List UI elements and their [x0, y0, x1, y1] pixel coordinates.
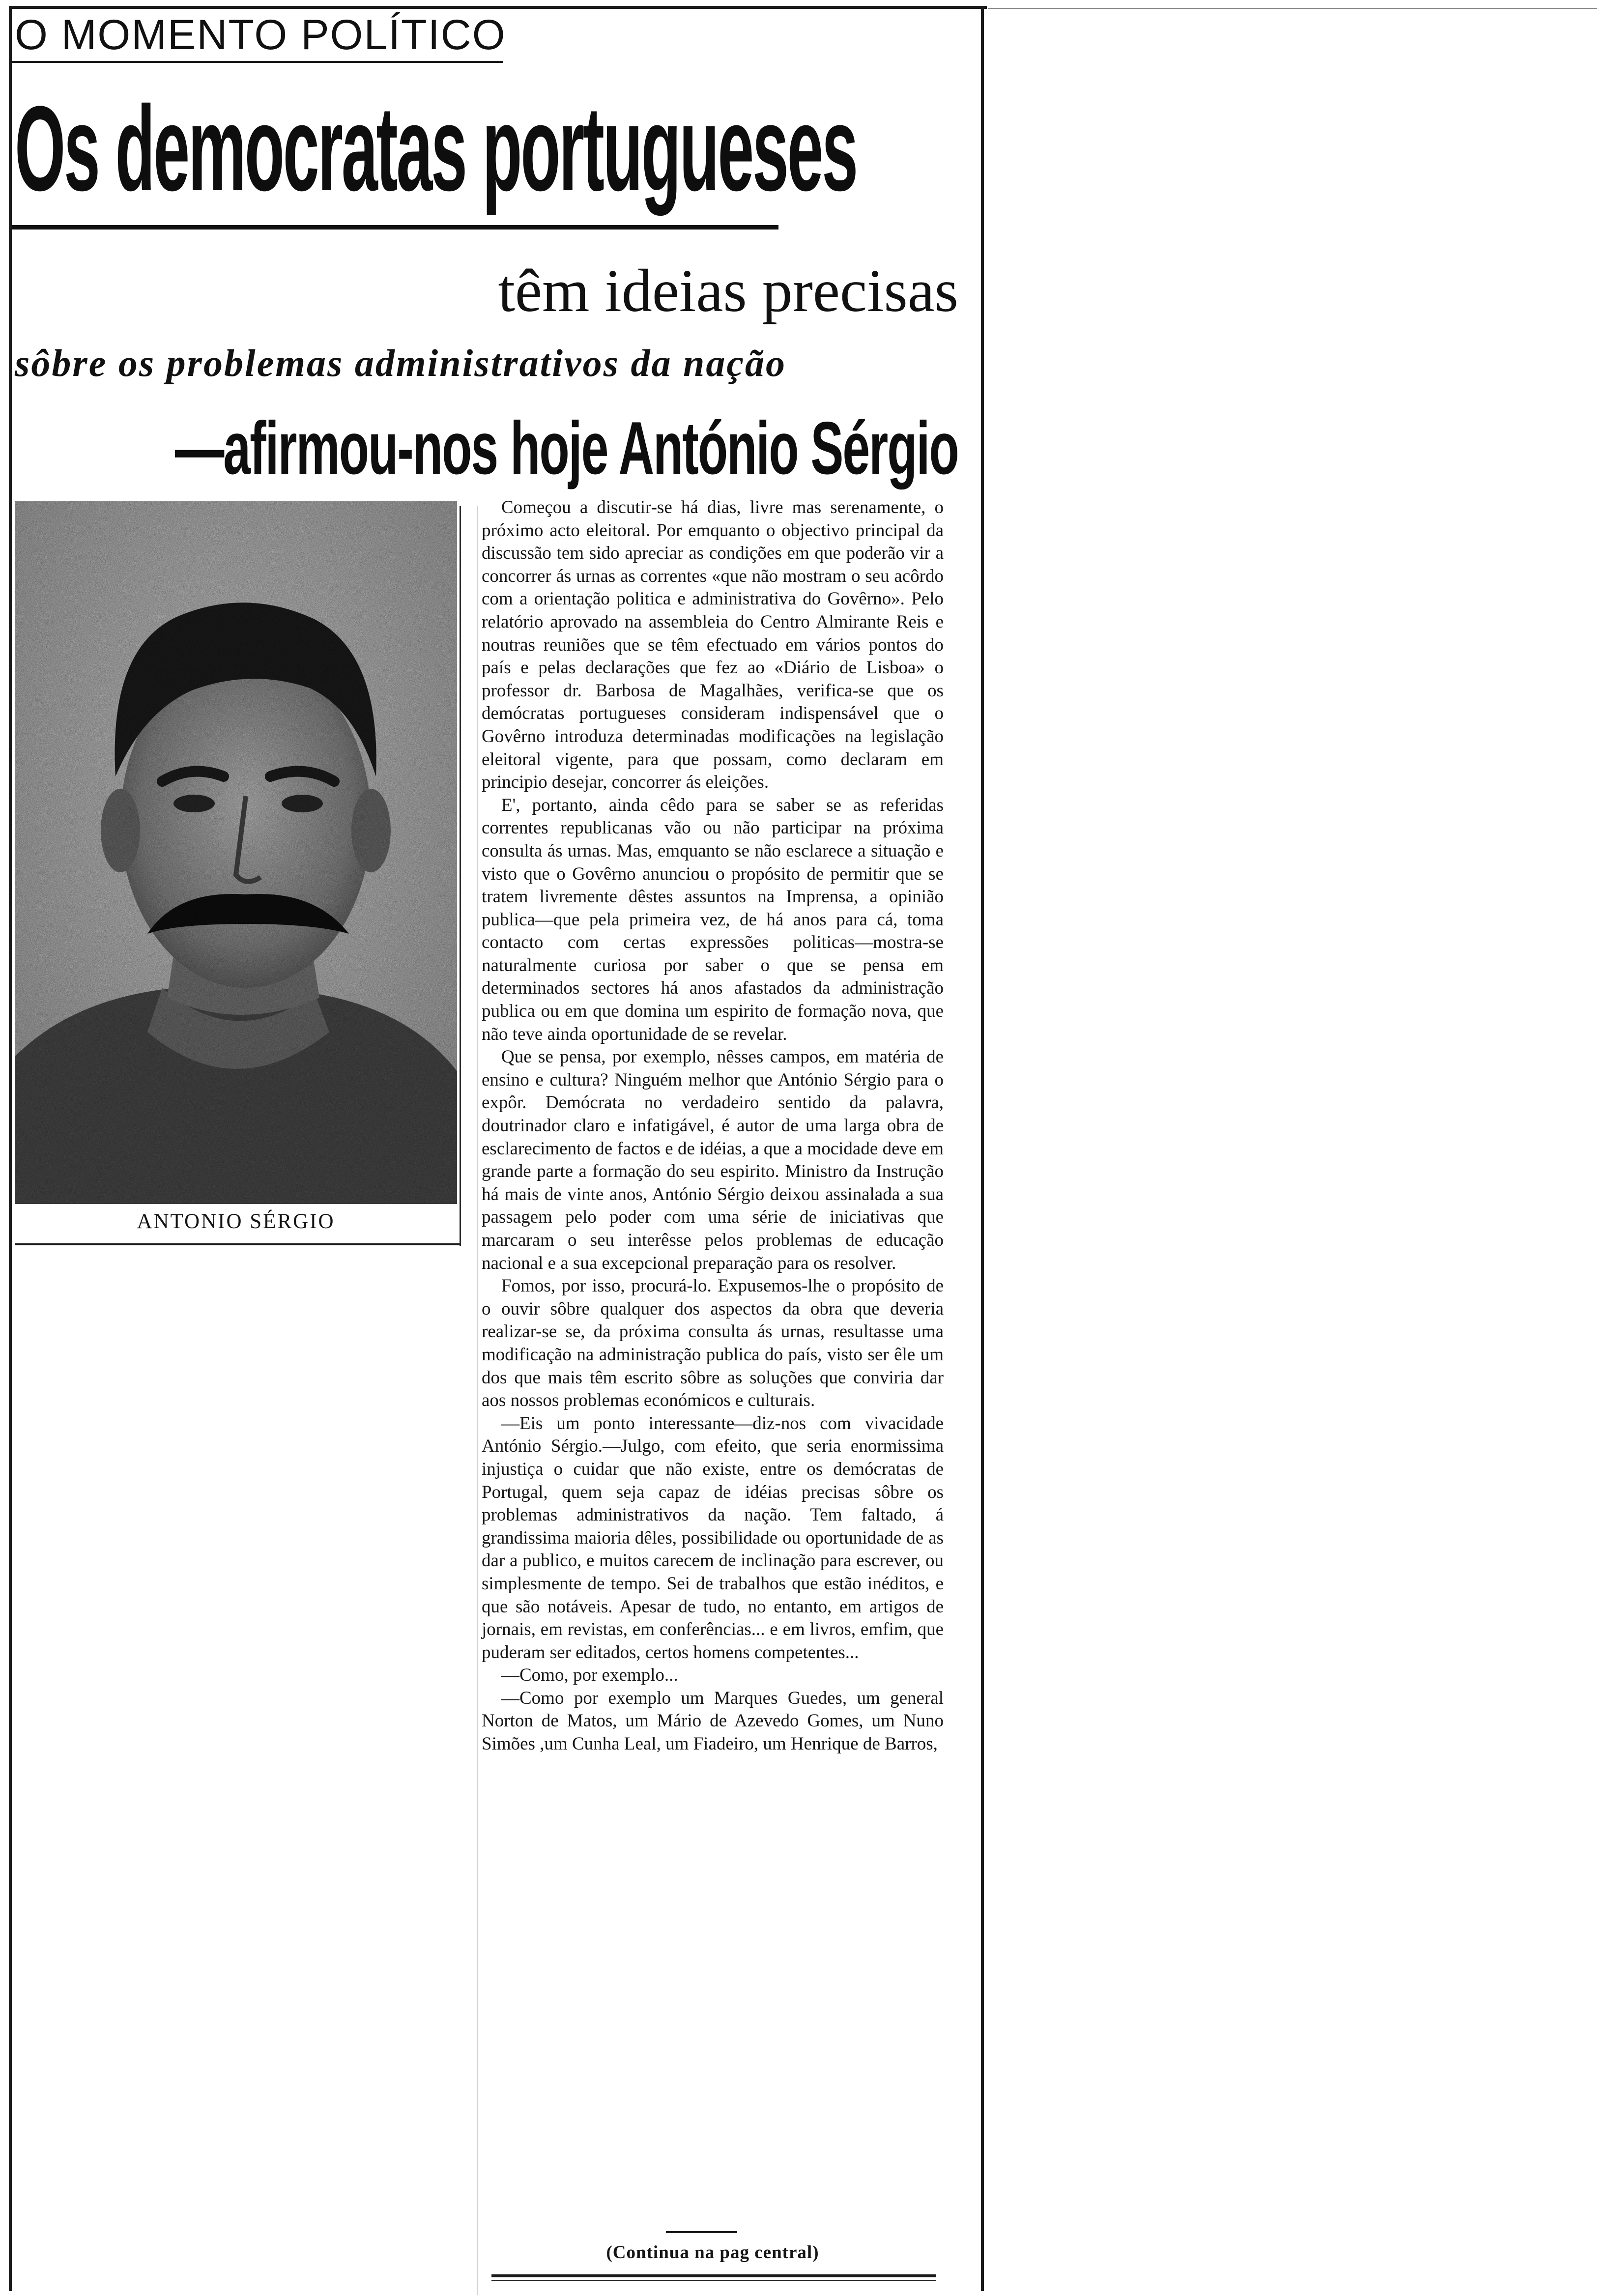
- headline-rule: [12, 225, 778, 230]
- continuation-rule: [666, 2231, 737, 2233]
- deck-line-2: sôbre os problemas administrativos da nação: [15, 342, 786, 384]
- page-border-left: [9, 6, 12, 2291]
- article-paragraph: —Como por exemplo um Marques Guedes, um general Norton de Matos, um Mário de Azevedo Gomes, um Nuno Simões ,um Cunha Leal, um Fiadeiro, um Henrique de Barros,: [482, 1688, 944, 1754]
- page-border-top: [9, 6, 987, 9]
- headline: Os democratas portugueses: [15, 81, 857, 216]
- article-paragraph: Começou a discutir-se há dias, livre mas serenamente, o próximo acto eleitoral. Por emquanto o objectivo principal da discussão tem sido apreciar as condições em que poderão vir a concorrer ás urnas as correntes «que não mostram o seu acôrdo com a orientação politica e administrativa do Govêrno». Pelo relatório aprovado na assembleia do Centro Almirante Reis e noutras reuniões que se têm efectuado em vários pontos do país e pelas declarações que fez ao «Diário de Lisboa» o professor dr. Barbosa de Magalhães, verifica-se que os demócratas portugueses consideram indispensável que o Govêrno introduza determinadas modificações na legislação eleitoral vigente, para que possam, como declaram em principio desejar, concorrer ás eleições.: [482, 497, 944, 793]
- portrait-column-rule: [460, 506, 461, 1246]
- article-body: [482, 496, 944, 1756]
- continuation-note: (Continua na pag central): [606, 2242, 819, 2263]
- bottom-rule-thin: [491, 2280, 936, 2281]
- article-paragraph: Que se pensa, por exemplo, nêsses campos, em matéria de ensino e cultura? Ninguém melhor que António Sérgio para o expôr. Demócrata no verdadeiro sentido da palavra, doutrinador claro e infatigável, é autor de uma larga obra de esclarecimento de factos e de idéias, a que a mocidade deve em grande parte a formação do seu espirito. Ministro da Instrução há mais de vinte anos, António Sérgio deixou assinalada a sua passagem pelo poder com uma série de iniciativas que marcaram o seu interêsse pelos problemas de educação nacional e a sua excepcional preparação para os resolver.: [482, 1047, 944, 1273]
- article-column-rule: [477, 506, 478, 2295]
- article-paragraph: E', portanto, ainda cêdo para se saber se as referidas correntes republicanas vão ou não participar na próxima consulta ás urnas. Mas, emquanto se não esclarece a situação e visto que o Govêrno anunciou o propósito de permitir que se tratem livremente dêstes assuntos na Imprensa, a opinião publica—que pela primeira vez, de há anos para cá, toma contacto com certas expressões politicas—mostra-se naturalmente curiosa por saber o que se pensa em determinados sectores há anos afastados da administração publica ou em que domina um espirito de formação nova, que não teve ainda oportunidade de se revelar.: [482, 795, 944, 1044]
- section-underline: [12, 61, 503, 63]
- portrait-photo: [15, 501, 457, 1204]
- article-paragraph: —Como, por exemplo...: [501, 1665, 678, 1686]
- section-label: O MOMENTO POLÍTICO: [15, 11, 506, 58]
- bottom-rule: [491, 2274, 936, 2277]
- article-paragraph: Fomos, por isso, procurá-lo. Expusemos-lhe o propósito de o ouvir sôbre qualquer dos aspectos da obra que deveria realizar-se se, da próxima consulta ás urnas, resultasse uma modificação na administração publica do país, visto ser êle um dos que mais têm escrito sôbre as soluções que conviria dar aos nossos problemas económicos e culturais.: [482, 1276, 944, 1411]
- column-border: [981, 6, 984, 2291]
- article-paragraph: —Eis um ponto interessante—diz-nos com vivacidade António Sérgio.—Julgo, com efeito, que seria enormissima injustiça o cuidar que não existe, entre os demócratas de Portugal, quem seja capaz de idéias precisas sôbre os problemas administrativos da nação. Tem faltado, á grandissima maioria dêles, possibilidade ou oportunidade de as dar a publico, e muitos carecem de inclinação para escrever, ou simplesmente de tempo. Sei de trabalhos que estão inéditos, e que são notáveis. Apesar de tudo, no entanto, em artigos de jornais, em revistas, em conferências... e em livros, emfim, que puderam ser editados, certos homens competentes...: [482, 1413, 944, 1663]
- page-border-top-right: [988, 8, 1597, 9]
- deck-line-3: —afirmou-nos hoje António Sérgio: [175, 406, 958, 490]
- portrait-caption: ANTONIO SÉRGIO: [137, 1210, 335, 1233]
- portrait-rule: [15, 1243, 460, 1245]
- deck-line-1: têm ideias precisas: [498, 257, 958, 324]
